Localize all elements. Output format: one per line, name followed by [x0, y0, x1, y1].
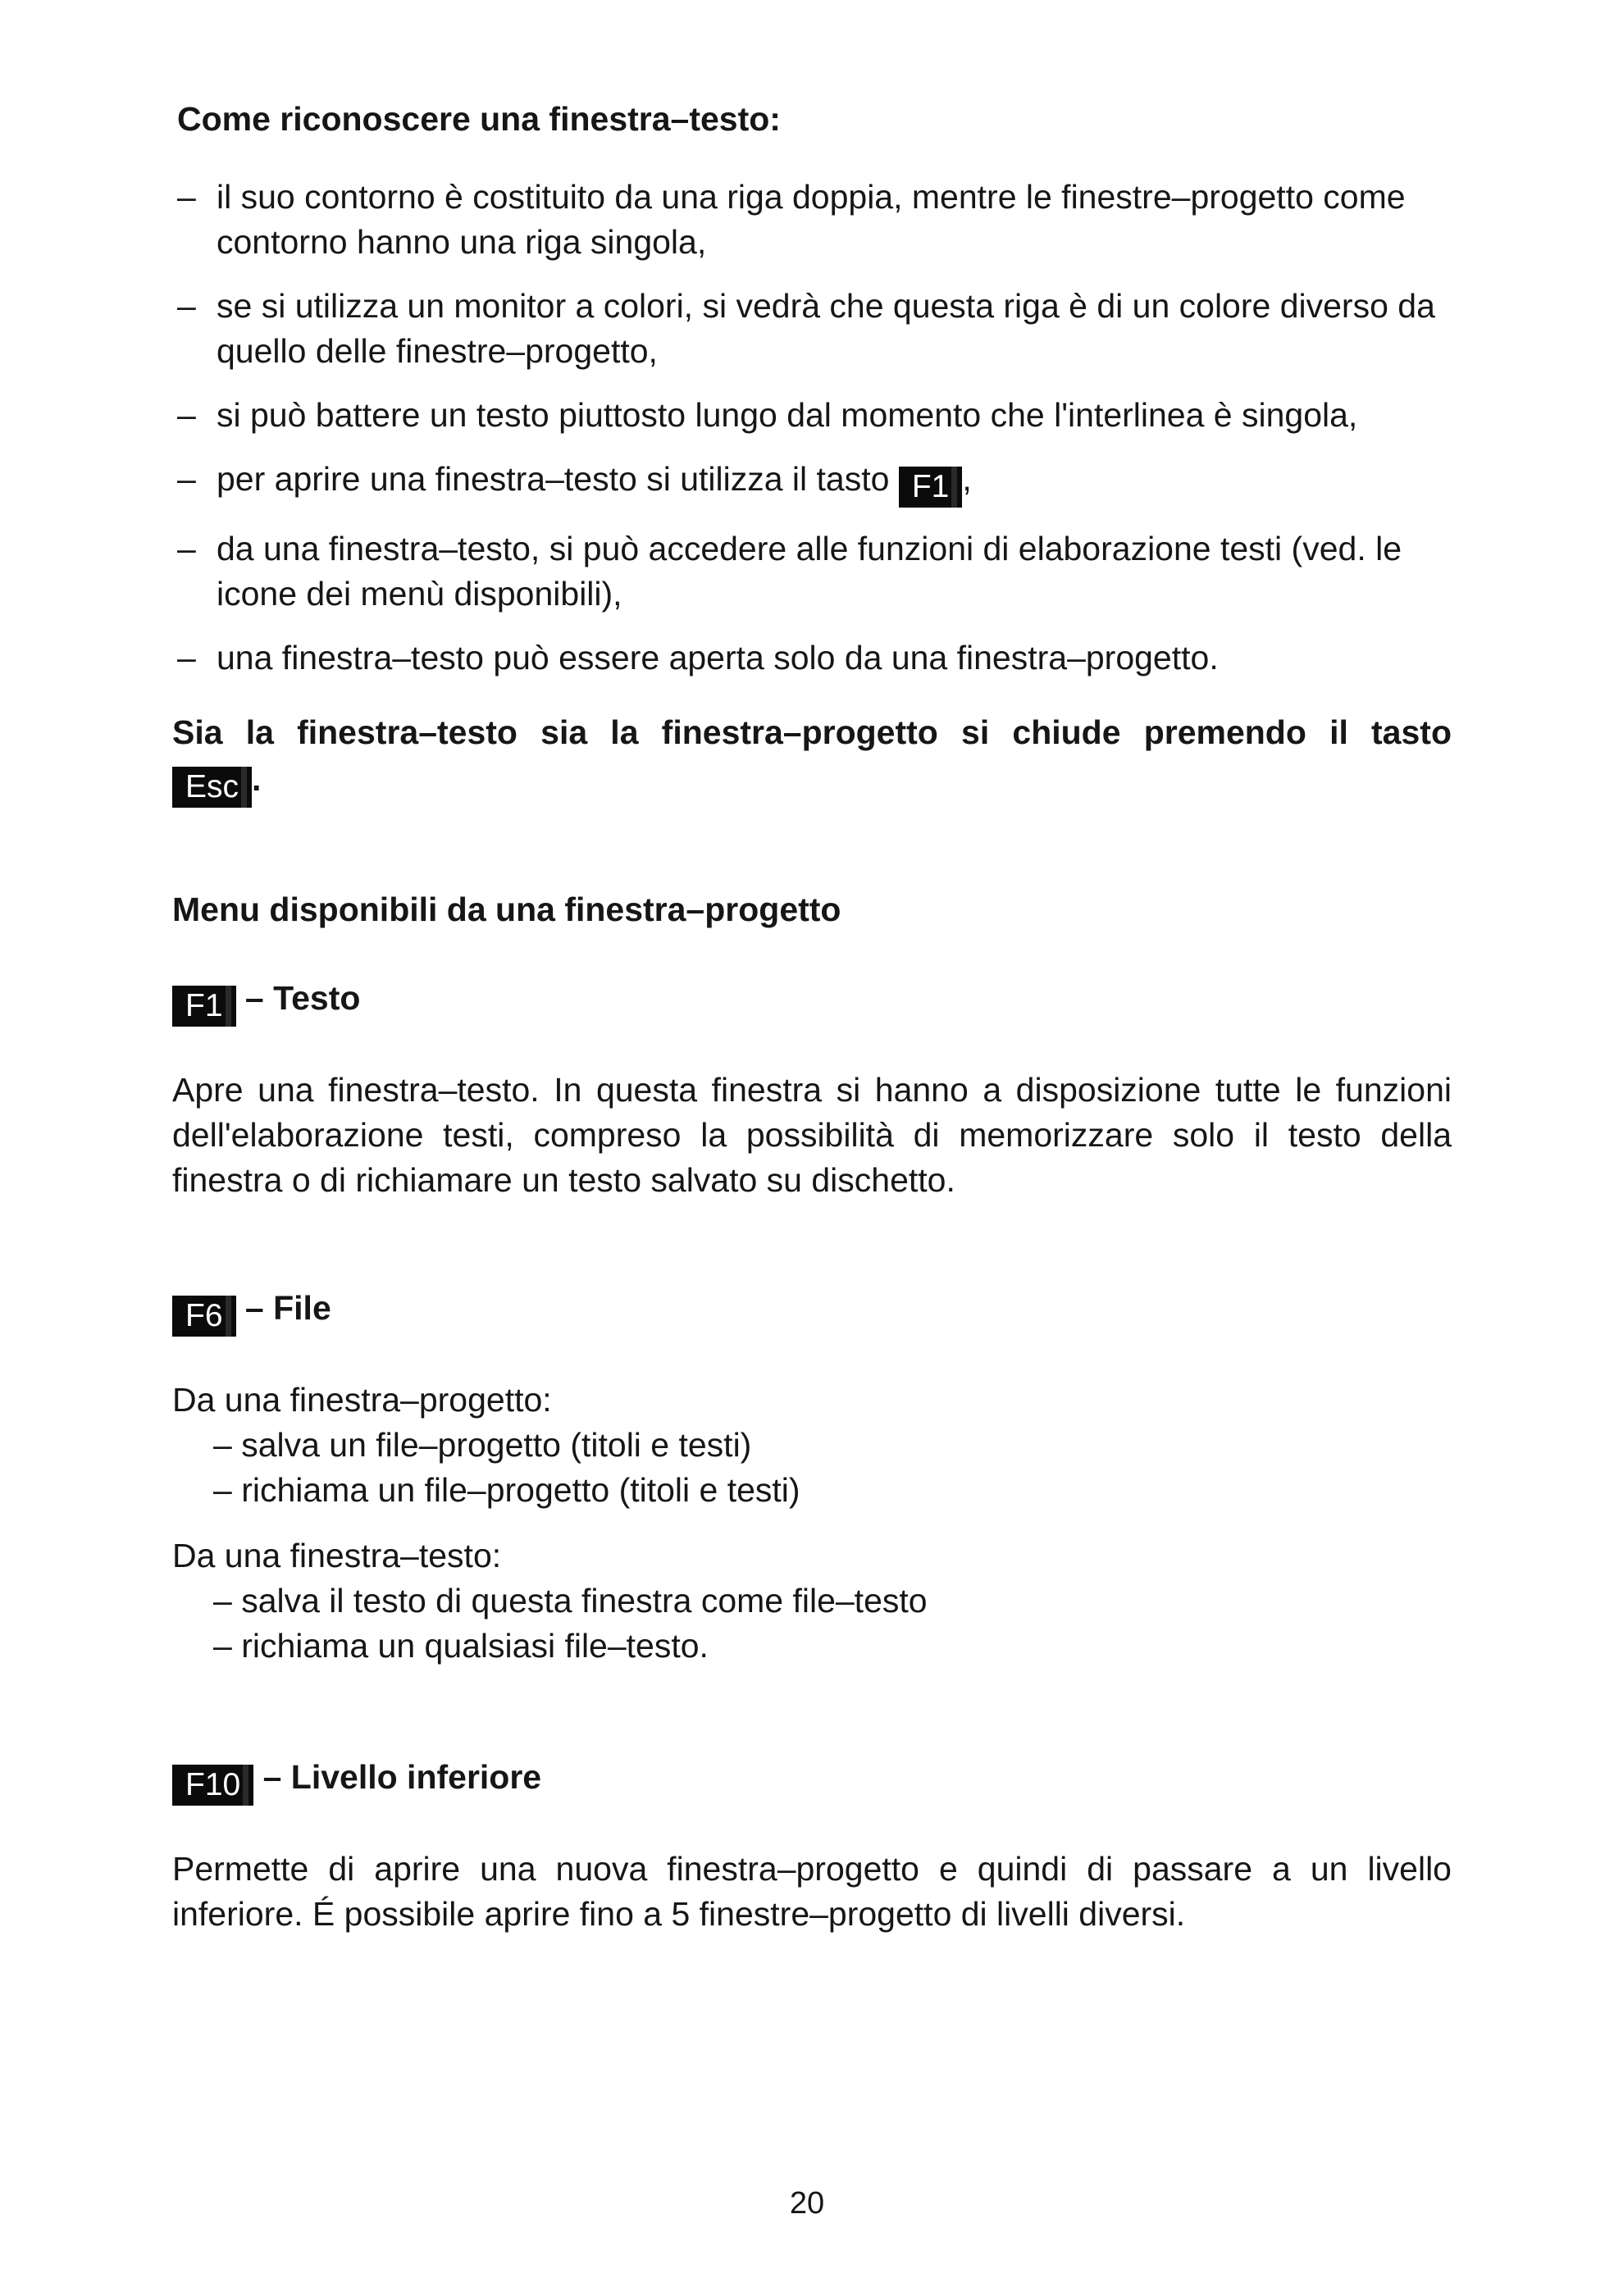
f1-key-cap: F1	[899, 467, 963, 508]
menu-entry-title: – File	[244, 1289, 331, 1327]
bullet-dash: –	[177, 530, 196, 567]
menu-entry-f10-description: Permette di aprire una nuova finestra–progetto e quindi di passare a un livello inferiore. É possibile aprire fino a 5 finestre–progetto di livelli diversi.	[172, 1850, 1452, 1933]
f6-group2-item: – richiama un qualsiasi file–testo.	[213, 1627, 709, 1665]
f1-key-cap: F1	[172, 986, 236, 1027]
f6-group1-label: Da una finestra–progetto:	[172, 1381, 552, 1419]
bullet-dash: –	[177, 639, 196, 676]
closing-note	[172, 710, 1452, 755]
section-heading-text-window: Come riconoscere una finestra–testo:	[177, 100, 781, 138]
list-item	[177, 457, 1457, 508]
f10-key-cap: F10	[172, 1765, 253, 1806]
esc-key-cap: Esc	[172, 767, 252, 808]
menu-entry-f6-heading	[172, 1286, 331, 1337]
list-item	[177, 175, 1457, 265]
bullet-dash: –	[177, 178, 196, 216]
list-item	[177, 393, 1457, 438]
f6-group1-item: – salva un file–progetto (titoli e testi)	[213, 1426, 752, 1464]
list-item	[177, 526, 1457, 617]
bullet-dash: –	[177, 287, 196, 325]
closing-note-key-line	[172, 757, 261, 808]
closing-note-punct: .	[252, 760, 262, 798]
f6-group1-item: – richiama un file–progetto (titoli e testi)	[213, 1471, 800, 1509]
f6-group2-item: – salva il testo di questa finestra come file–testo	[213, 1582, 928, 1620]
list-item-text: per aprire una finestra–testo si utilizza il tasto	[217, 460, 890, 498]
list-item-text: da una finestra–testo, si può accedere alle funzioni di elaborazione testi (ved. le icone dei menù disponibili),	[217, 530, 1402, 613]
f6-key-cap: F6	[172, 1296, 236, 1337]
menu-entry-title: – Testo	[244, 979, 361, 1017]
text-window-features-list	[177, 175, 1457, 699]
list-item-punct: ,	[962, 460, 972, 498]
list-item-text: se si utilizza un monitor a colori, si vedrà che questa riga è di un colore diverso da quello delle finestre–progetto,	[217, 287, 1435, 370]
list-item-text: il suo contorno è costituito da una riga doppia, mentre le finestre–progetto come contorno hanno una riga singola,	[217, 178, 1406, 261]
section-heading-menus: Menu disponibili da una finestra–progetto	[172, 891, 841, 928]
list-item	[177, 636, 1457, 681]
page-number: 20	[789, 2186, 825, 2221]
closing-note-text: Sia la finestra–testo sia la finestra–progetto si chiude premendo il tasto	[172, 713, 1452, 751]
list-item-text: si può battere un testo piuttosto lungo dal momento che l'interlinea è singola,	[217, 396, 1358, 434]
menu-entry-f10-heading	[172, 1755, 541, 1806]
bullet-dash: –	[177, 460, 196, 498]
list-item	[177, 284, 1457, 374]
bullet-dash: –	[177, 396, 196, 434]
f6-group2-label: Da una finestra–testo:	[172, 1537, 502, 1574]
menu-entry-f1-description: Apre una finestra–testo. In questa finestra si hanno a disposizione tutte le funzioni dell'elaborazione testi, compreso la possibilità di memorizzare solo il testo della finestra o di richiamare un testo salvato su dischetto.	[172, 1071, 1452, 1199]
menu-entry-f1-heading	[172, 976, 360, 1027]
menu-entry-title: – Livello inferiore	[262, 1758, 542, 1796]
list-item-text: una finestra–testo può essere aperta solo da una finestra–progetto.	[217, 639, 1219, 676]
